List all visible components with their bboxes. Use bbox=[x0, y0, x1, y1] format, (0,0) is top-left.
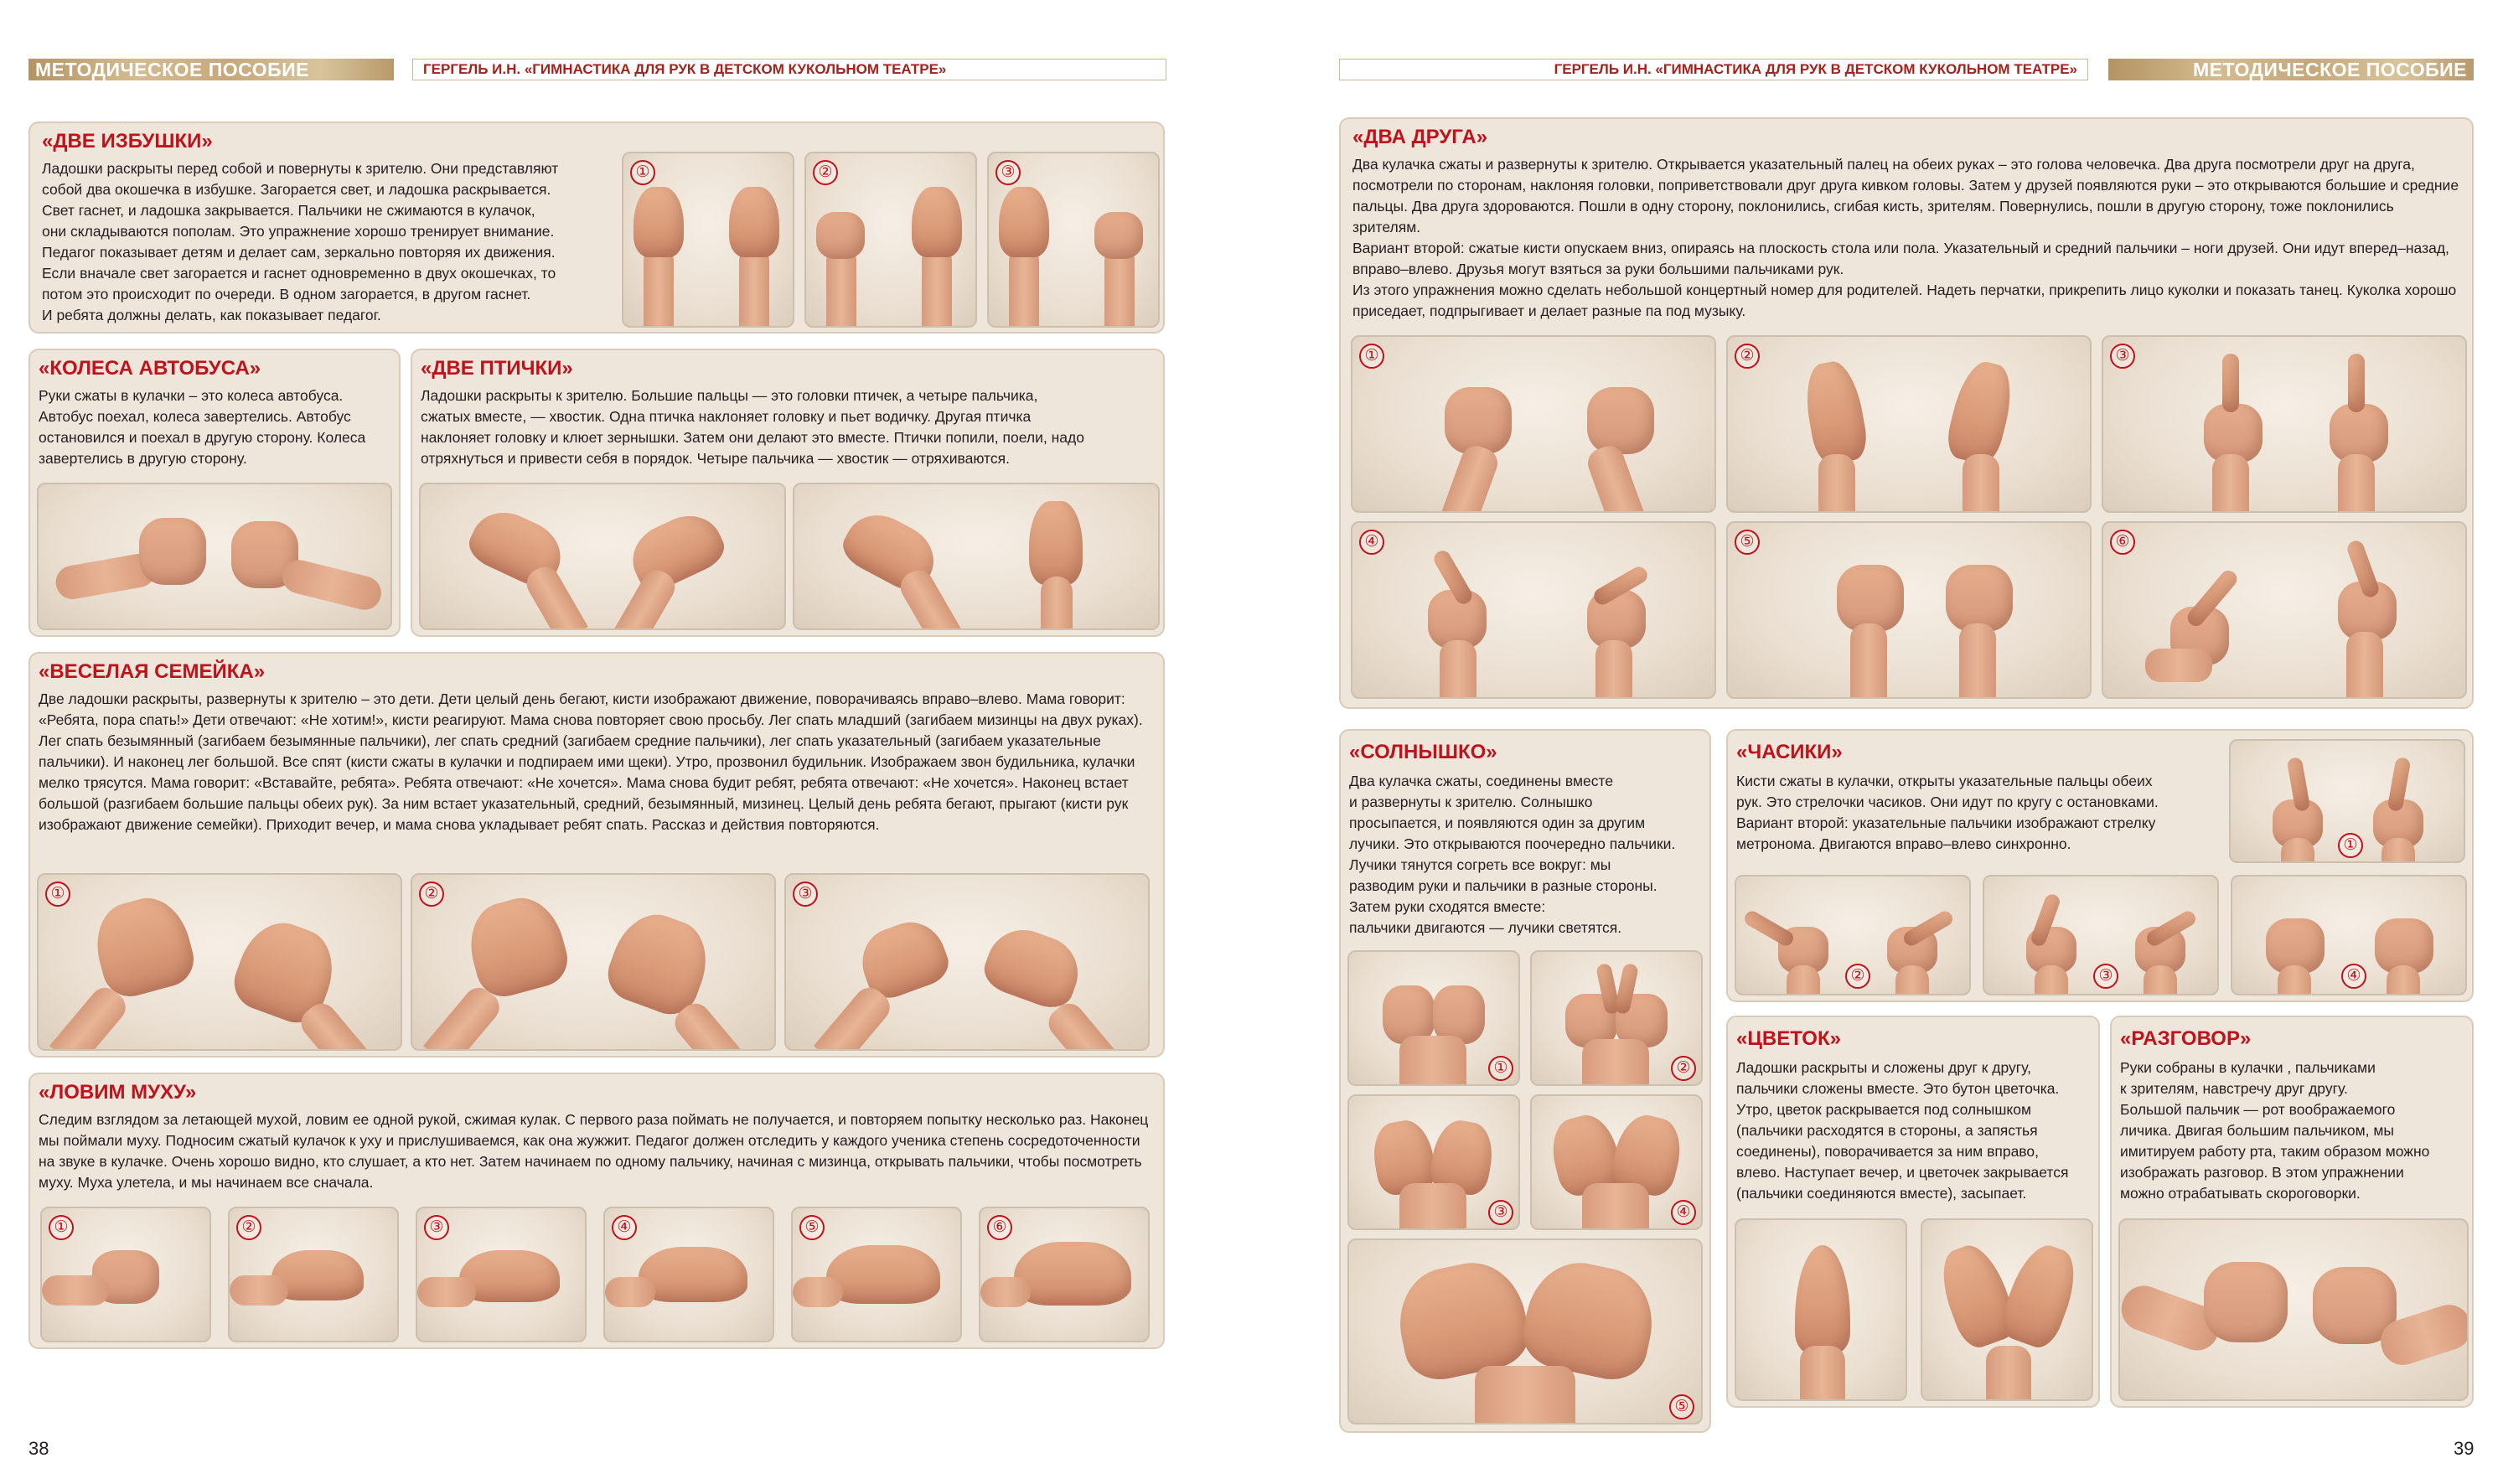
section-title: «СОЛНЫШКО» bbox=[1349, 741, 1497, 763]
page-number-left: 38 bbox=[28, 1438, 49, 1459]
photo-solnyshko-4 bbox=[1530, 1094, 1703, 1230]
section-text: Ладошки раскрыты и сложены друг к другу, пальчики сложены вместе. Это бутон цветочка. Утро, цветок раскрывается под солнышком (пальчики расходятся в стороны, а запястья соединены), поворачивается за ним вправо, влево. Наступает вечер, и цветочек закрывается (пальчики соединяются вместе), засыпает. bbox=[1736, 1059, 2069, 1202]
left-band-label: МЕТОДИЧЕСКОЕ ПОСОБИЕ bbox=[35, 59, 310, 80]
photo-tsvetok-1 bbox=[1735, 1218, 1907, 1401]
photo-kolesa bbox=[37, 483, 392, 630]
photo-chasiki-4 bbox=[2231, 875, 2467, 995]
photo-semeyka-1 bbox=[37, 873, 402, 1051]
section-dva-druga bbox=[1339, 117, 2474, 709]
section-text: Две ладошки раскрыты, развернуты к зрителю – это дети. Дети целый день бегают, кисти изображают движение, поворачиваясь вправо–влево. Мама говорит: «Ребята, пора спать!» Дети отвечают: «Не хотим!», кисти реагируют. Мама снова повторяет свою просьбу. Лег спать младший (загибаем мизинцы на двух руках). Лег спать безымянный (загибаем безымянные пальчики), лег спать средний (загибаем средние пальчики), лег спать указательный (загибаем указательные пальчики). И наконец лег большой. Все спят (кисти сжаты в кулачки и подпираем ими щеки). Утро, прозвонил будильник. Изображаем звон будильника, кулачки мелко трясутся. Мама говорит: «Вставайте, ребята». Ребята отвечают: «Не хочется». Мама снова будит ребят, ребята отвечают: «Не хочется». Наконец встает большой (разгибаем большие пальцы обеих рук). За ним встает указательный, средний, безымянный, мизинец. Целый день ребята бегают, прыгают (кисти рук изображают движение семейки). Приходит вечер, и мама снова укладывает ребят спать. Рассказ и действия повторяются. bbox=[39, 690, 1143, 833]
photo-number: ③ bbox=[793, 882, 818, 907]
photo-number: ④ bbox=[612, 1215, 637, 1240]
section-kolesa-avtobusa bbox=[28, 349, 401, 637]
photo-muha-6 bbox=[979, 1207, 1150, 1342]
photo-semeyka-3 bbox=[784, 873, 1150, 1051]
section-text: Кисти сжаты в кулачки, открыты указательные пальцы обеих рук. Это стрелочки часиков. Они идут по кругу с остановками. Вариант второй: указательные пальчики изображают стрелку метронома. Двигаются вправо–влево синхронно. bbox=[1736, 773, 2159, 852]
photo-number: ⑥ bbox=[2110, 530, 2135, 555]
photo-druga-4 bbox=[1351, 521, 1716, 699]
photo-chasiki-3 bbox=[1983, 875, 2219, 995]
photo-number: ⑤ bbox=[799, 1215, 825, 1240]
right-running-head: ГЕРГЕЛЬ И.Н. «ГИМНАСТИКА ДЛЯ РУК В ДЕТСКОМ КУКОЛЬНОМ ТЕАТРЕ» bbox=[1339, 59, 2088, 80]
photo-number: ③ bbox=[424, 1215, 449, 1240]
photo-number: ① bbox=[1359, 344, 1384, 369]
photo-muha-2 bbox=[228, 1207, 399, 1342]
photo-number: ① bbox=[630, 160, 655, 185]
photo-number: ② bbox=[1845, 964, 1870, 989]
photo-number: ③ bbox=[2093, 964, 2118, 989]
photo-druga-2 bbox=[1726, 335, 2092, 513]
section-lovim-muhu bbox=[28, 1073, 1165, 1349]
section-razgovor bbox=[2110, 1016, 2474, 1408]
photo-muha-4 bbox=[603, 1207, 774, 1342]
page-number-right: 39 bbox=[2454, 1438, 2475, 1459]
photo-number: ② bbox=[1735, 344, 1760, 369]
photo-chasiki-2 bbox=[1735, 875, 1971, 995]
photo-number: ⑥ bbox=[987, 1215, 1012, 1240]
section-title: «РАЗГОВОР» bbox=[2120, 1027, 2252, 1050]
section-title: «ЦВЕТОК» bbox=[1736, 1027, 1841, 1050]
right-section-band bbox=[2108, 59, 2474, 80]
section-title: «ЛОВИМ МУХУ» bbox=[39, 1081, 197, 1104]
photo-semeyka-2 bbox=[411, 873, 776, 1051]
photo-number: ② bbox=[236, 1215, 261, 1240]
photo-number: ⑤ bbox=[1735, 530, 1760, 555]
section-dve-ptichki bbox=[411, 349, 1165, 637]
photo-ptichki-2 bbox=[793, 483, 1160, 630]
section-title: «ЧАСИКИ» bbox=[1736, 741, 1843, 763]
photo-number: ② bbox=[419, 882, 444, 907]
photo-number: ① bbox=[1488, 1056, 1513, 1081]
photo-number: ③ bbox=[2110, 344, 2135, 369]
photo-number: ④ bbox=[1359, 530, 1384, 555]
photo-izbushki-2 bbox=[804, 152, 977, 328]
photo-solnyshko-3 bbox=[1347, 1094, 1520, 1230]
section-title: «ДВЕ ИЗБУШКИ» bbox=[42, 130, 213, 153]
photo-izbushki-3 bbox=[987, 152, 1160, 328]
section-title: «ВЕСЕЛАЯ СЕМЕЙКА» bbox=[39, 660, 266, 683]
photo-number: ② bbox=[1671, 1056, 1696, 1081]
photo-number: ① bbox=[49, 1215, 74, 1240]
photo-number: ④ bbox=[2341, 964, 2366, 989]
photo-druga-3 bbox=[2102, 335, 2467, 513]
section-text: Следим взглядом за летающей мухой, ловим ее одной рукой, сжимая кулак. С первого раза поймать не получается, и повторяем попытку несколько раз. Наконец мы поймали муху. Подносим сжатый кулачок к уху и прислушиваемся, как она жужжит. Педагог должен отследить у каждого ученика степень сосредоточенности на звуке в кулачке. Очень хорошо видно, кто слушает, а кто нет. Затем начинаем по одному пальчику, начиная с мизинца, открывать пальчики, чтобы посмотреть муху. Муха улетела, и мы начинаем все сначала. bbox=[39, 1111, 1149, 1191]
section-text: Ладошки раскрыты к зрителю. Большие пальцы — это головки птичек, а четыре пальчика, сжатых вместе, — хвостик. Одна птичка наклоняет головку и пьет водичку. Другая птичка наклоняет головку и клюет зернышки. Затем они делают это вместе. Птички попили, поели, надо отряхнуться и привести себя в порядок. Четыре пальчика — хвостик — отряхиваются. bbox=[421, 387, 1084, 467]
photo-druga-6 bbox=[2102, 521, 2467, 699]
section-text: Два кулачка сжаты, соединены вместе и развернуты к зрителю. Солнышко просыпается, и появляются один за другим лучики. Это открываются поочередно пальчики. Лучики тянутся согреть все вокруг: мы разводим руки и пальчики в разные стороны. Затем руки сходятся вместе: пальчики двигаются — лучики светятся. bbox=[1349, 773, 1676, 936]
photo-number: ③ bbox=[996, 160, 1021, 185]
photo-solnyshko-5 bbox=[1347, 1238, 1703, 1425]
right-band-label: МЕТОДИЧЕСКОЕ ПОСОБИЕ bbox=[2192, 59, 2467, 80]
photo-muha-3 bbox=[416, 1207, 587, 1342]
photo-razgovor bbox=[2118, 1218, 2469, 1401]
section-title: «КОЛЕСА АВТОБУСА» bbox=[39, 357, 261, 380]
photo-tsvetok-2 bbox=[1921, 1218, 2093, 1401]
photo-number: ③ bbox=[1488, 1200, 1513, 1225]
photo-chasiki-1 bbox=[2229, 739, 2465, 863]
photo-number: ① bbox=[2338, 833, 2363, 858]
photo-muha-1 bbox=[40, 1207, 211, 1342]
photo-ptichki-1 bbox=[419, 483, 786, 630]
section-text: Руки собраны в кулачки , пальчиками к зрителям, навстречу друг другу. Большой пальчик — рот воображаемого личика. Двигая большим пальчиком, мы имитируем работу рта, таким образом можно изображать разговор. В этом упражнении можно отрабатывать скороговорки. bbox=[2120, 1059, 2430, 1202]
section-solnyshko bbox=[1339, 729, 1711, 1433]
section-text: Ладошки раскрыты перед собой и повернуты к зрителю. Они представляют собой два окошечка в избушке. Загорается свет, и ладошка раскрывается. Свет гаснет, и ладошка закрывается. Пальчики не сжимаются в кулачок, они складываются пополам. Это упражнение хорошо тренирует внимание. Педагог показывает детям и делает сам, зеркально повторяя их движения. Если вначале свет загорается и гаснет одновременно в двух окошечках, то потом это происходит по очереди. В одном загорается, в другом гаснет. И ребята должны делать, как показывает педагог. bbox=[42, 160, 559, 323]
photo-muha-5 bbox=[791, 1207, 962, 1342]
photo-solnyshko-2 bbox=[1530, 950, 1703, 1086]
section-veselaya-semeyka bbox=[28, 652, 1165, 1057]
photo-druga-5 bbox=[1726, 521, 2092, 699]
photo-number: ④ bbox=[1671, 1200, 1696, 1225]
section-title: «ДВЕ ПТИЧКИ» bbox=[421, 357, 573, 380]
section-text: Два кулачка сжаты и развернуты к зрителю. Открывается указательный палец на обеих руках – это голова человечка. Два друга посмотрели друг на друга, посмотрели по сторонам, наклоняя головки, поприветствовали друг друга кивком головы. Затем у друзей появляются руки – это открываются большие и средние пальцы. Два друга здороваются. Пошли в одну сторону, поклонились, сгибая кисть, зрителям. Повернулись, пошли в другую сторону, тоже поклонились зрителям. Вариант второй: сжатые кисти опускаем вниз, опираясь на плоскость стола или пола. Указательный и средний пальчики – ноги друзей. Они идут вперед–назад, вправо–влево. Друзья могут взяться за руки большими пальчиками рук. Из этого упражнения можно сделать небольшой концертный номер для родителей. Надеть перчатки, прикрепить лицо куколки и показать танец. Куколка хорошо приседает, подпрыгивает и делает разные па под музыку. bbox=[1352, 156, 2459, 319]
left-section-band bbox=[28, 59, 394, 80]
photo-number: ⑤ bbox=[1669, 1394, 1694, 1419]
photo-izbushki-1 bbox=[622, 152, 794, 328]
photo-number: ① bbox=[45, 882, 70, 907]
photo-number: ② bbox=[813, 160, 838, 185]
section-chasiki bbox=[1726, 729, 2474, 1002]
section-text: Руки сжаты в кулачки – это колеса автобуса. Автобус поехал, колеса завертелись. Автобус остановился и поехал в другую сторону. Колеса завертелись в другую сторону. bbox=[39, 387, 366, 467]
left-running-head: ГЕРГЕЛЬ И.Н. «ГИМНАСТИКА ДЛЯ РУК В ДЕТСКОМ КУКОЛЬНОМ ТЕАТРЕ» bbox=[412, 59, 1166, 80]
photo-druga-1 bbox=[1351, 335, 1716, 513]
section-title: «ДВА ДРУГА» bbox=[1352, 126, 1488, 148]
section-dve-izbushki bbox=[28, 122, 1165, 334]
section-tsvetok bbox=[1726, 1016, 2100, 1408]
photo-solnyshko-1 bbox=[1347, 950, 1520, 1086]
